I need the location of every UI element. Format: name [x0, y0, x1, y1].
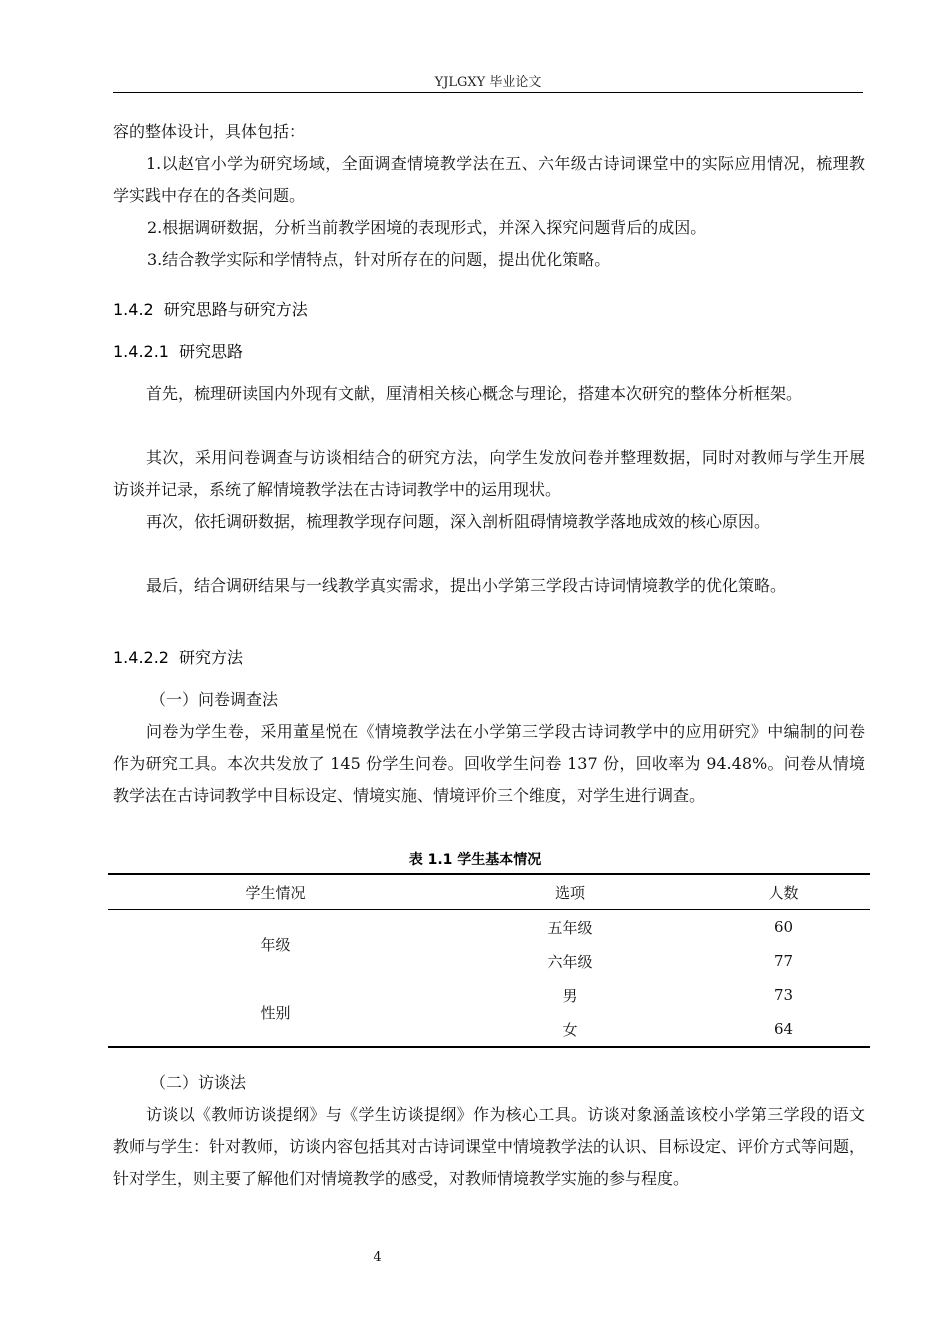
count-cell: 77	[773, 952, 794, 970]
count-cell: 73	[773, 986, 794, 1004]
option-cell: 男	[562, 986, 578, 1005]
group-cell: 性别	[108, 978, 443, 1047]
page-number: 4	[373, 1250, 382, 1265]
header-rule	[113, 92, 863, 93]
header-cell: 选项	[443, 874, 697, 910]
method-heading-questionnaire: （一）问卷调查法	[150, 690, 279, 709]
paragraph: 其次，采用问卷调查与访谈相结合的研究方法，向学生发放问卷并整理数据，同时对教师与学生开展访谈并记录，系统了解情境教学法在古诗词教学中的运用现状。	[113, 448, 865, 499]
header-cell: 学生情况	[108, 874, 443, 910]
table-row	[108, 978, 870, 1012]
option-cell: 女	[443, 1012, 697, 1047]
objective-3: 3.结合教学实际和学情特点，针对所存在的问题，提出优化策略。	[147, 250, 611, 269]
student-info-table	[108, 873, 870, 1048]
section-title: 研究思路与研究方法	[163, 300, 308, 319]
section-number: 1.4.2.1	[113, 342, 169, 361]
count-cell: 60	[773, 918, 794, 936]
section-number: 1.4.2.2	[113, 648, 169, 667]
method-heading-interview: （二）访谈法	[150, 1073, 247, 1092]
section-heading-1-4-2-1	[113, 340, 243, 364]
section-title: 研究思路	[178, 342, 243, 361]
intro-text: 容的整体设计，具体包括：	[113, 122, 306, 141]
table-row	[108, 910, 870, 945]
table-caption: 表 1.1 学生基本情况	[408, 852, 542, 868]
section-heading-1-4-2	[113, 298, 308, 322]
objective-2: 2.根据调研数据，分析当前教学困境的表现形式，并深入探究问题背后的成因。	[147, 218, 707, 237]
paragraph: 最后，结合调研结果与一线教学真实需求，提出小学第三学段古诗词情境教学的优化策略。	[146, 576, 787, 595]
section-number: 1.4.2	[113, 300, 154, 319]
section-title: 研究方法	[178, 648, 243, 667]
paragraph: 访谈以《教师访谈提纲》与《学生访谈提纲》作为核心工具。访谈对象涵盖该校小学第三学段的语文教师与学生：针对教师，访谈内容包括其对古诗词课堂中情境教学法的认识、目标设定、评价方式等问题，针对学生，则主要了解他们对情境教学的感受，对教师情境教学实施的参与程度。	[113, 1105, 866, 1188]
paragraph: 问卷为学生卷，采用董星悦在《情境教学法在小学第三学段古诗词教学中的应用研究》中编制的问卷作为研究工具。本次共发放了 145 份学生问卷。回收学生问卷 137 份，回收率为 94.48%。问卷从情境教学法在古诗词教学中目标设定、情境实施、情境评价三个维度，对学生进行调查。	[113, 722, 865, 805]
count-cell: 64	[697, 1012, 870, 1047]
running-header: YJLGXY 毕业论文	[434, 75, 542, 90]
paragraph: 首先，梳理研读国内外现有文献，厘清相关核心概念与理论，搭建本次研究的整体分析框架。	[146, 384, 803, 403]
option-cell: 五年级	[547, 918, 593, 937]
objective-1: 1.以赵官小学为研究场域，全面调查情境教学法在五、六年级古诗词课堂中的实际应用情况，梳理教学实践中存在的各类问题。	[113, 154, 865, 205]
group-cell: 年级	[260, 935, 291, 954]
option-cell: 六年级	[547, 952, 593, 971]
paragraph: 再次，依托调研数据，梳理教学现存问题，深入剖析阻碍情境教学落地成效的核心原因。	[146, 512, 771, 531]
header-cell: 人数	[697, 874, 870, 910]
section-heading-1-4-2-2	[113, 646, 243, 670]
table-header-row	[108, 874, 870, 910]
